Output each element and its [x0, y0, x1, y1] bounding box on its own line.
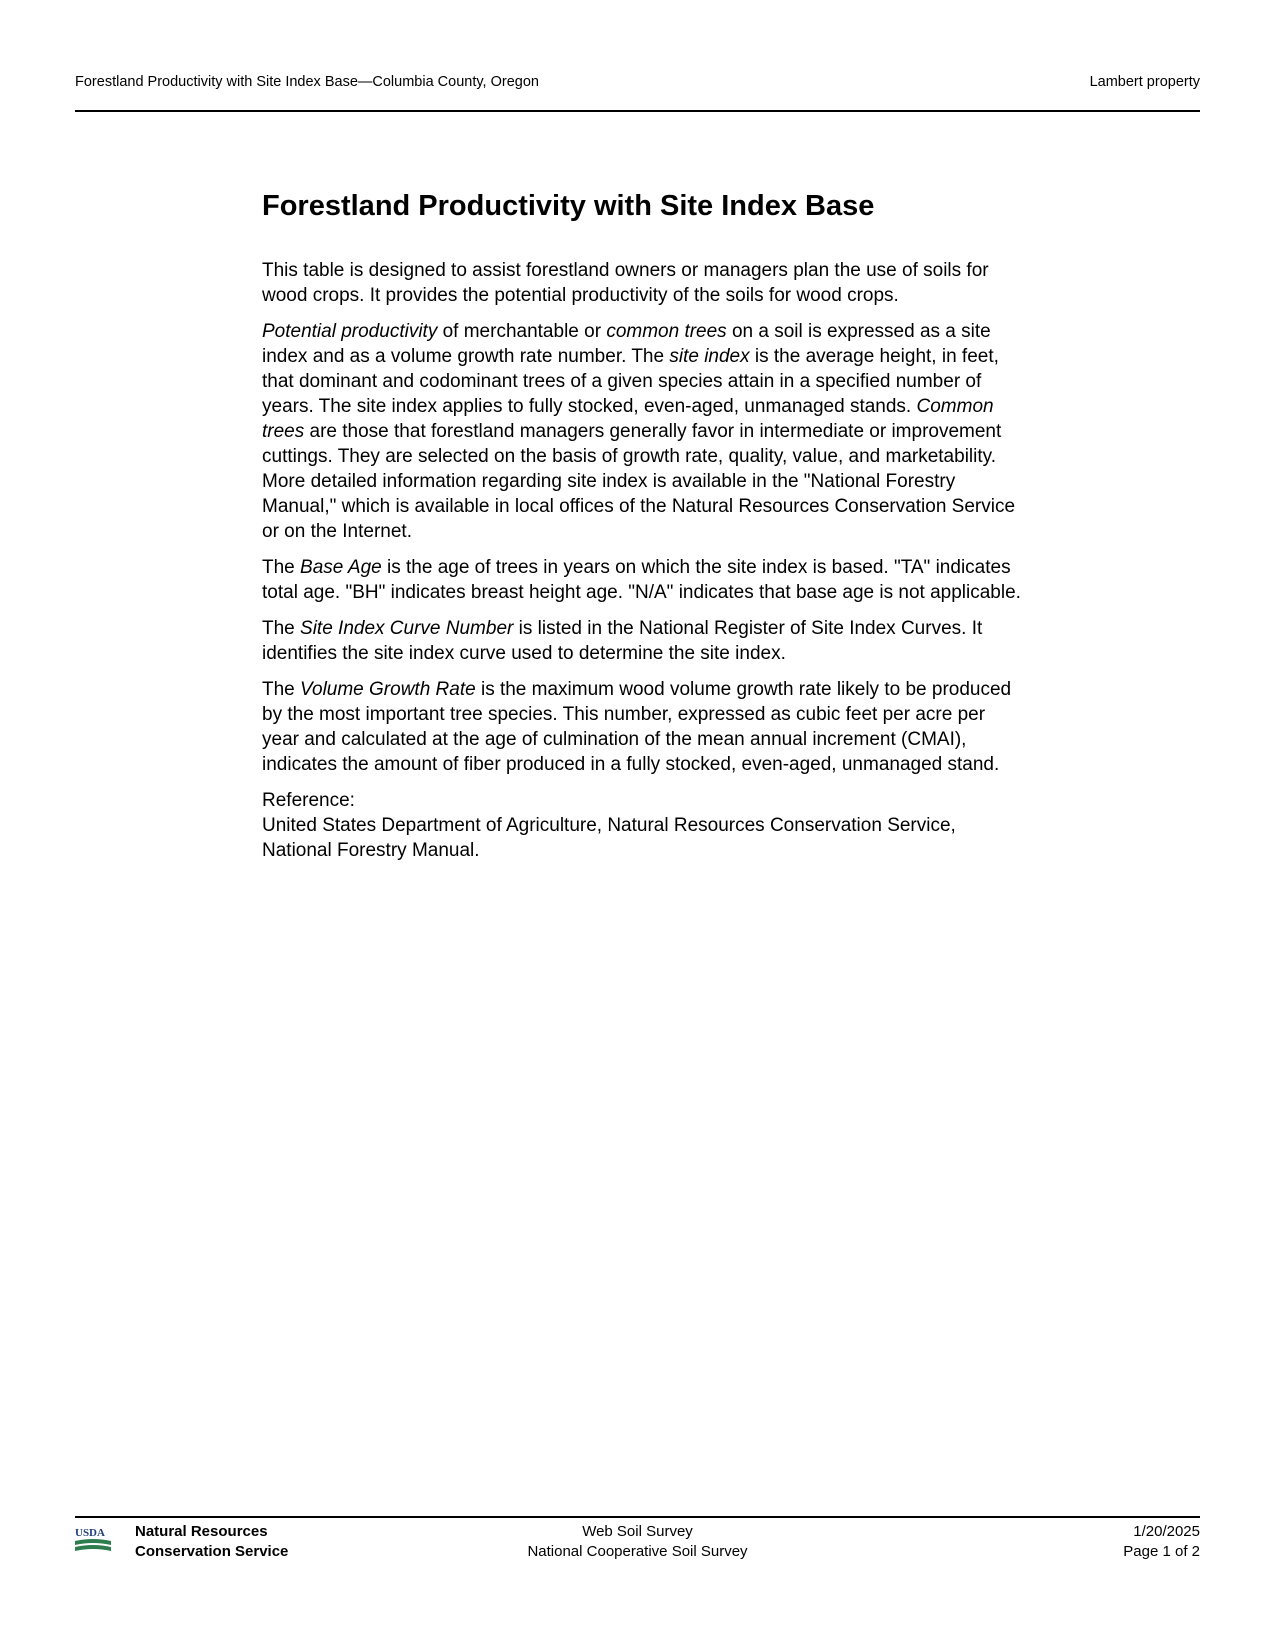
agency-line-2: Conservation Service [135, 1543, 289, 1560]
report-date: 1/20/2025 [1133, 1523, 1200, 1540]
page-footer [75, 1516, 1200, 1578]
web-soil-survey-label: Web Soil Survey [582, 1523, 693, 1540]
text-span: is the age of trees in years on which the site index is based. "TA" indicates total age. "BH" indicates breast height age. "N/A" indicates that base age is not applicable. [262, 557, 1021, 603]
volume-growth-rate-paragraph [262, 677, 1022, 777]
intro-paragraph: This table is designed to assist forestland owners or managers plan the use of soils for wood crops. It provides the potential productivity of the soils for wood crops. [262, 260, 989, 306]
survey-info [75, 1522, 1200, 1562]
usda-logo-text: USDA [75, 1527, 105, 1539]
header-document-title: Forestland Productivity with Site Index Base—Columbia County, Oregon [75, 74, 539, 90]
text-span: The [262, 557, 301, 578]
text-span: The [262, 618, 301, 639]
date-page-info [1123, 1522, 1200, 1562]
text-span: are those that forestland managers generally favor in intermediate or improvement cuttings. They are selected on the basis of growth rate, quality, value, and marketability. More detailed information regarding site index is available in the "National Forestry Manual," which is available in local offices of the Natural Resources Conservation Service or on the Internet. [262, 421, 1016, 542]
term-site-index: site index [669, 346, 750, 367]
term-volume-growth-rate: Volume Growth Rate [300, 679, 476, 700]
term-potential-productivity: Potential productivity [262, 321, 438, 342]
text-span: of merchantable or [437, 321, 607, 342]
text-span: is the average height, in feet, that dominant and codominant trees of a given species attain in a specified number of years. The site index applies to fully stocked, even-aged, unmanaged stands. [262, 346, 999, 417]
site-index-curve-paragraph [262, 616, 1022, 666]
page-title: Forestland Productivity with Site Index Base [262, 190, 875, 222]
text-span: The [262, 679, 301, 700]
page-number: Page 1 of 2 [1123, 1543, 1200, 1560]
term-common-trees-2: Common trees [262, 396, 994, 442]
reference-label: Reference: [262, 790, 355, 811]
agency-line-1: Natural Resources [135, 1523, 268, 1540]
text-span: is listed in the National Register of Site Index Curves. It identifies the site index curve used to determine the site index. [262, 618, 983, 664]
term-common-trees: common trees [606, 321, 727, 342]
text-span: on a soil is expressed as a site index and as a volume growth rate number. The [262, 321, 991, 367]
term-base-age: Base Age [300, 557, 382, 578]
header-property-name: Lambert property [1089, 74, 1200, 90]
base-age-paragraph [262, 555, 1022, 605]
page-header [75, 74, 1200, 112]
reference-paragraph [262, 788, 1022, 863]
document-body [262, 188, 1022, 874]
term-site-index-curve-number: Site Index Curve Number [300, 618, 514, 639]
national-cooperative-label: National Cooperative Soil Survey [527, 1543, 748, 1560]
potential-productivity-paragraph [262, 319, 1022, 544]
reference-text: United States Department of Agriculture, Natural Resources Conservation Service, National Forestry Manual. [262, 815, 956, 861]
text-span: is the maximum wood volume growth rate likely to be produced by the most important tree species. This number, expressed as cubic feet per acre per year and calculated at the age of culmination of the mean annual increment (CMAI), indicates the amount of fiber produced in a fully stocked, even-aged, unmanaged stand. [262, 679, 1012, 775]
